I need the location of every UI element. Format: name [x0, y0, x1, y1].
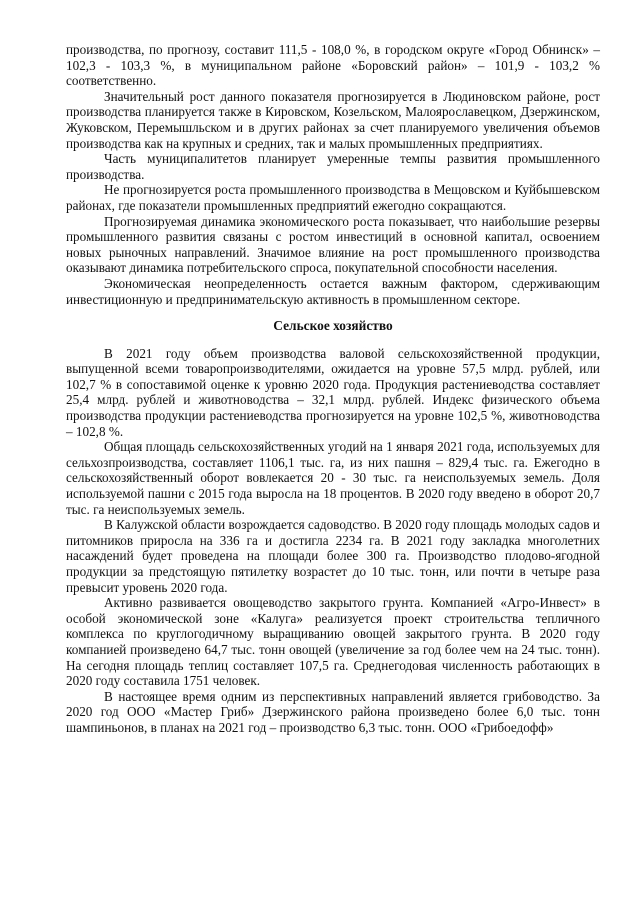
paragraph: Прогнозируемая динамика экономического роста показывает, что наибольшие резервы промышленного развития связаны с ростом инвестиций в основной капитал, освоением новых рыночных направлений. Значимое влияние на рост промышленного производства оказывают динамика потребительского спроса, покупательной способности населения. — [66, 213, 600, 276]
paragraph: Не прогнозируется роста промышленного производства в Мещовском и Куйбышевском районах, где показатели промышленных предприятий ежегодно сокращаются. — [66, 182, 600, 213]
paragraph: В 2021 году объем производства валовой сельскохозяйственной продукции, выпущенной всеми товаропроизводителями, ожидается на уровне 57,5 млрд. рублей, или 102,7 % в сопоставимой оценке к уровню 2020 года. Продукция растениеводства составляет 25,4 млрд. рублей и животноводства – 32,1 млрд. рублей. Индекс физического объема производства продукции растениеводства прогнозируется на уровне 102,5 %, животноводства – 102,8 %. — [66, 345, 600, 439]
section-heading: Сельское хозяйство — [273, 318, 393, 334]
body-after-heading — [66, 346, 600, 736]
paragraph: Значительный рост данного показателя прогнозируется в Людиновском районе, рост производства планируется также в Кировском, Козельском, Малоярославецком, Дзержинском, Жуковском, Перемышльском и в других районах за счет планируемого увеличения объемов производства как на крупных и средних, так и малых промышленных предприятиях. — [66, 88, 600, 151]
paragraph: В настоящее время одним из перспективных направлений является грибоводство. За 2020 год ООО «Мастер Гриб» Дзержинского района произведено более 6,0 тыс. тонн шампиньонов, в планах на 2021 год – производство 6,3 тыс. тонн. ООО «Грибоедофф» — [66, 688, 600, 735]
paragraph: Часть муниципалитетов планирует умеренные темпы развития промышленного производства. — [66, 151, 600, 182]
paragraph: В Калужской области возрождается садоводство. В 2020 году площадь молодых садов и питомников приросла на 336 га и достигла 2234 га. В 2021 году закладка многолетних насаждений будет проведена на площади более 300 га. Производство плодово-ягодной продукции за предстоящую пятилетку возрастет до 10 тыс. тонн, или почти в четыре раза превысит уровень 2020 года. — [66, 517, 600, 595]
paragraph: Активно развивается овощеводство закрытого грунта. Компанией «Агро-Инвест» в особой экономической зоне «Калуга» реализуется проект строительства тепличного комплекса по круглогодичному выращиванию овощей закрытого грунта. В 2020 году компанией произведено 64,7 тыс. тонн овощей (увеличение за год более чем на 24 тыс. тонн). На сегодня площадь теплиц составляет 107,5 га. Среднегодовая численность работающих в 2020 году составила 1751 человек. — [66, 595, 600, 689]
paragraph: производства, по прогнозу, составит 111,5 - 108,0 %, в городском округе «Город Обнинск» – 102,3 - 103,3 %, в муниципальном районе «Боровский район» – 101,9 - 103,2 % соответственно. — [66, 42, 600, 89]
body-before-heading — [66, 42, 600, 307]
paragraph: Общая площадь сельскохозяйственных угодий на 1 января 2021 года, используемых для сельхозпроизводства, составляет 1106,1 тыс. га, из них пашня – 829,4 тыс. га. Ежегодно в сельскохозяйственный оборот вовлекается 20 - 30 тыс. га неиспользуемых земель. Доля используемой пашни с 2015 года выросла на 18 процентов. В 2020 году введено в оборот 20,7 тыс. га неиспользуемых земель. — [66, 439, 600, 517]
paragraph: Экономическая неопределенность остается важным фактором, сдерживающим инвестиционную и предпринимательскую активность в промышленном секторе. — [66, 275, 600, 307]
